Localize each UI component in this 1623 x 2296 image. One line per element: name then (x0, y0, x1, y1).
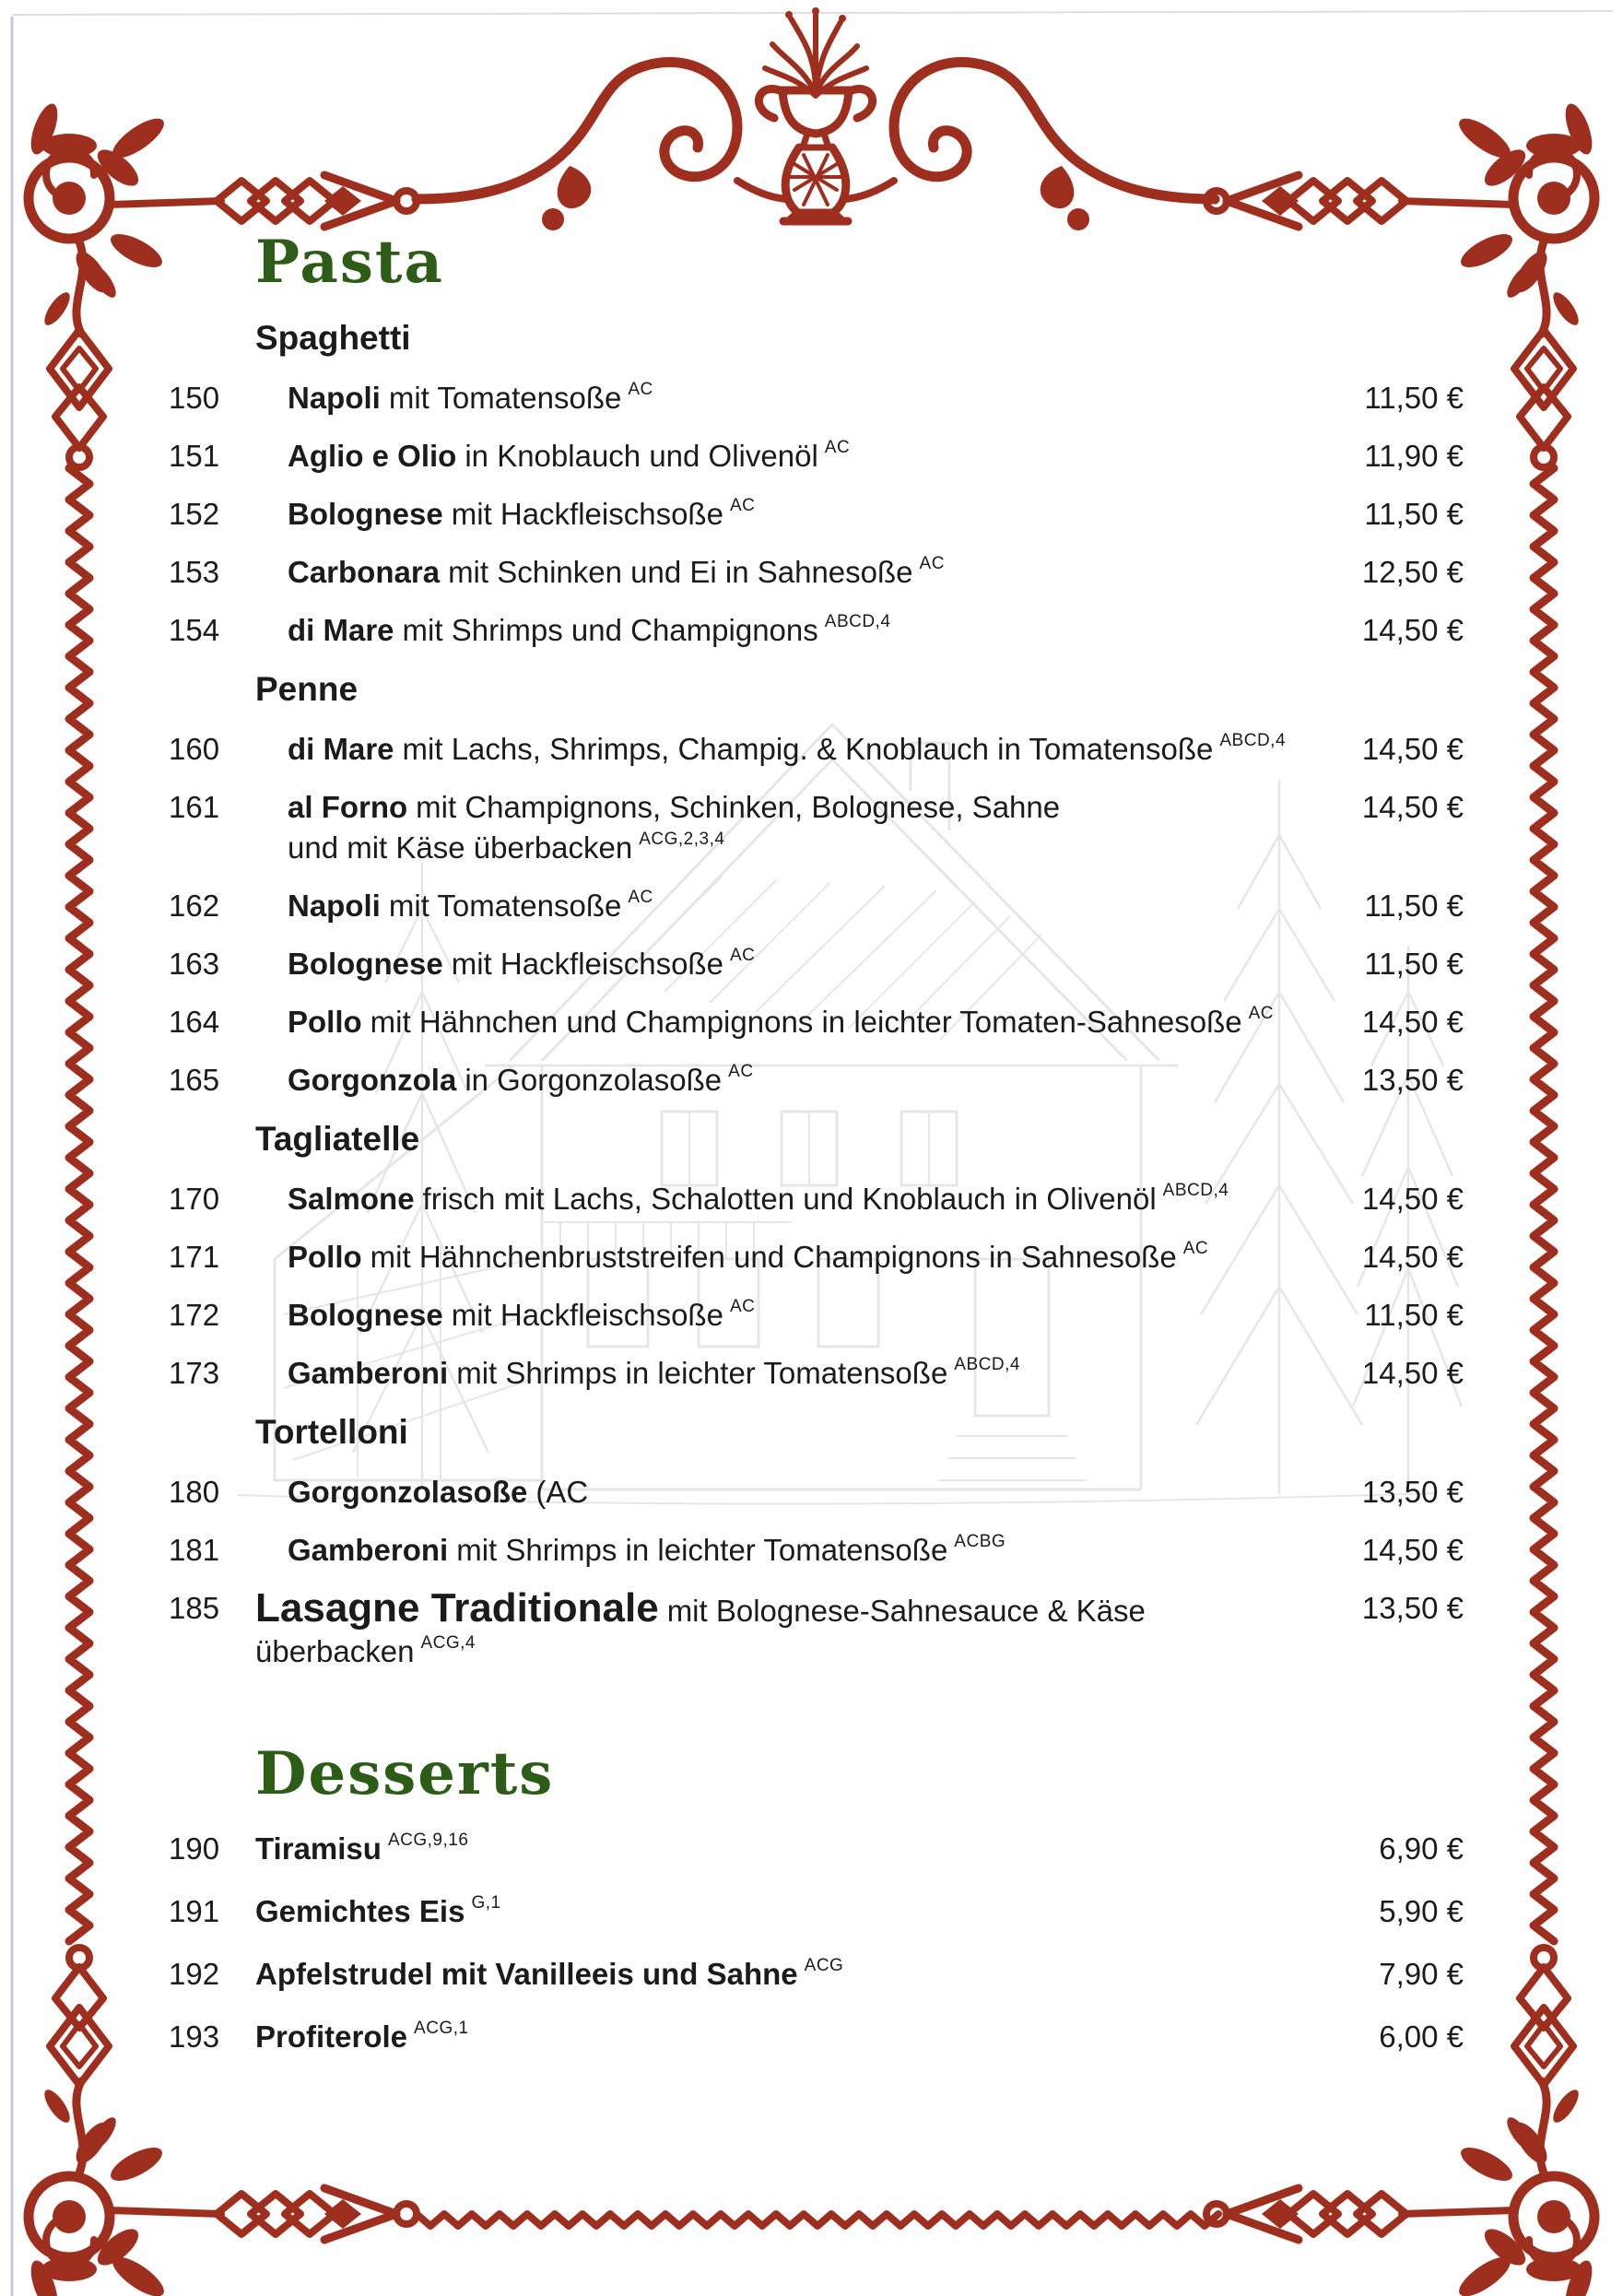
item-description: in Gorgonzolasoße (465, 1063, 723, 1097)
item-number: 191 (169, 1894, 220, 1928)
pasta-title: Pasta (255, 228, 444, 297)
pasta-section (169, 229, 1464, 1672)
menu-group-header: Tagliatelle (255, 1120, 420, 1158)
item-text-line1 (288, 555, 945, 589)
item-number: 192 (169, 1957, 220, 1991)
item-name: Gamberoni (288, 1356, 449, 1390)
item-number: 171 (169, 1240, 220, 1274)
item-text-line1 (288, 1298, 755, 1332)
item-name: Carbonara (288, 555, 441, 589)
item-text (255, 729, 1325, 770)
item-text-line1 (288, 1475, 588, 1509)
item-text-line1 (288, 439, 850, 473)
item-number: 152 (169, 497, 220, 531)
item-text-line1 (288, 732, 1286, 766)
item-text-line1 (288, 889, 653, 923)
top-center-ornament (417, 7, 1215, 230)
menu-item-row (169, 610, 1464, 651)
item-description: mit Shrimps in leichter Tomatensoße (456, 1356, 948, 1390)
item-name: Gorgonzola (288, 1063, 457, 1097)
item-number: 190 (169, 1831, 220, 1866)
item-description: mit Lachs, Shrimps, Champig. & Knoblauch in Tomatensoße (402, 732, 1214, 766)
item-allergens: ABCD,4 (824, 612, 891, 631)
item-name: Gemichtes Eis (255, 1894, 465, 1928)
item-number: 165 (169, 1063, 220, 1097)
item-text (255, 1002, 1325, 1042)
item-number: 151 (169, 439, 220, 473)
item-name: di Mare (288, 613, 394, 647)
item-name: Napoli (288, 889, 381, 923)
item-description: mit Bolognese-Sahnesauce & Käse überbacken (255, 1594, 1146, 1668)
item-text-line2: und mit Käse überbacken $^{ACG,2,3,4}$ (288, 830, 725, 865)
item-text (255, 1891, 1325, 1932)
item-allergens: ACG,2,3,4 (639, 830, 725, 849)
item-price: 6,90 € (1379, 1831, 1464, 1866)
item-text-line1 (288, 497, 755, 531)
item-number: 153 (169, 555, 220, 589)
right-zigzag-border (1534, 468, 1554, 1941)
item-number: 180 (169, 1475, 220, 1509)
item-description: in Knoblauch und Olivenöl (465, 439, 818, 473)
item-name: Aglio e Olio (288, 439, 457, 473)
item-text-line1 (288, 613, 890, 647)
item-number: 172 (169, 1298, 220, 1332)
item-name: Pollo (288, 1240, 362, 1274)
item-text-line1 (255, 1957, 843, 1991)
menu-item-row (169, 494, 1464, 535)
item-text-line1 (288, 1005, 1274, 1039)
item-description: mit Champignons, Schinken, Bolognese, Sahne (416, 790, 1061, 824)
item-name: Gorgonzolasoße (288, 1475, 528, 1509)
item-name: di Mare (288, 732, 394, 766)
menu-item-row (169, 729, 1464, 770)
item-text-line1 (288, 1182, 1229, 1216)
item-description: mit Schinken und Ei in Sahnesoße (448, 555, 913, 589)
item-price: 14,50 € (1361, 1240, 1464, 1274)
menu-item-row (169, 944, 1464, 984)
item-price: 11,50 € (1364, 497, 1464, 531)
item-allergens: AC (728, 1062, 754, 1081)
menu-item-row (169, 1829, 1464, 1869)
item-text (255, 1585, 1325, 1672)
item-text (255, 1353, 1325, 1394)
item-price: 11,50 € (1364, 381, 1464, 415)
item-number: 170 (169, 1182, 220, 1216)
item-text (255, 944, 1325, 984)
item-allergens: ACBG (954, 1532, 1006, 1551)
item-allergens: ABCD,4 (954, 1355, 1020, 1374)
item-price: 11,50 € (1364, 889, 1464, 923)
item-text-line1 (288, 790, 1060, 824)
item-text (255, 1530, 1325, 1571)
item-allergens: AC (1182, 1239, 1209, 1258)
menu-item-row (169, 552, 1464, 593)
item-allergens: AC (919, 554, 945, 573)
item-price: 7,90 € (1379, 1957, 1464, 1991)
item-allergens: AC (628, 380, 653, 399)
item-price: 5,90 € (1379, 1894, 1464, 1928)
item-text (255, 1295, 1325, 1336)
item-text (255, 378, 1325, 418)
item-number: 160 (169, 732, 220, 766)
item-description: mit Shrimps und Champignons (402, 613, 818, 647)
item-allergens: ACG,1 (414, 2019, 469, 2038)
item-price: 14,50 € (1361, 1005, 1464, 1039)
item-name: Bolognese (288, 1298, 443, 1332)
menu-item-row (169, 2017, 1464, 2057)
item-name: Napoli (288, 381, 381, 415)
item-text-line1 (255, 1585, 1146, 1668)
item-text (255, 552, 1325, 593)
item-number: 185 (169, 1591, 220, 1625)
item-allergens: ACG,9,16 (387, 1831, 469, 1850)
menu-content (169, 229, 1464, 2079)
item-allergens: AC (1248, 1004, 1275, 1023)
item-price: 13,50 € (1361, 1475, 1464, 1509)
menu-group (169, 317, 1464, 651)
item-allergens: ABCD,4 (1162, 1181, 1229, 1200)
item-price: 11,50 € (1364, 1298, 1464, 1332)
item-description: mit Hackfleischsoße (451, 947, 723, 981)
menu-item-row (169, 787, 1464, 868)
item-description: mit Hähnchen und Champignons in leichter Tomaten-Sahnesoße (370, 1005, 1242, 1039)
menu-group-header: Penne (255, 670, 359, 708)
dessert-items (169, 1829, 1464, 2057)
item-name: Lasagne Traditionale (255, 1585, 659, 1631)
bottom-zigzag-border (417, 2214, 1218, 2226)
left-zigzag-border (69, 468, 89, 1941)
item-name: Pollo (288, 1005, 362, 1039)
item-number: 162 (169, 889, 220, 923)
item-price: 14,50 € (1361, 790, 1464, 824)
item-allergens: AC (729, 946, 756, 965)
item-text (255, 1179, 1325, 1219)
item-allergens: AC (729, 496, 756, 515)
item-price: 14,50 € (1361, 1182, 1464, 1216)
item-text (255, 1954, 1325, 1995)
item-allergens: ACG (804, 1956, 844, 1975)
item-number: 193 (169, 2019, 220, 2054)
item-price: 13,50 € (1361, 1591, 1464, 1625)
item-number: 163 (169, 947, 220, 981)
item-price: 11,50 € (1364, 947, 1464, 981)
item-text (255, 1472, 1325, 1513)
item-text (255, 2017, 1325, 2057)
lasagne-special-slot (169, 1585, 1464, 1672)
menu-item-row (169, 1179, 1464, 1219)
item-description: (AC (535, 1475, 589, 1509)
menu-item-row (169, 1472, 1464, 1513)
item-number: 164 (169, 1005, 220, 1039)
item-name: al Forno (288, 790, 408, 824)
item-allergens: AC (628, 888, 653, 907)
item-text-line1 (255, 1831, 468, 1866)
item-allergens: ACG,4 (420, 1633, 476, 1653)
item-name: Salmone (288, 1182, 415, 1216)
menu-item-row (169, 1237, 1464, 1278)
menu-group-items (169, 378, 1464, 651)
item-number: 154 (169, 613, 220, 647)
menu-item-row (169, 1295, 1464, 1336)
item-text (255, 494, 1325, 535)
desserts-title: Desserts (255, 1739, 555, 1808)
menu-group-items (169, 1472, 1464, 1571)
item-description: mit Shrimps in leichter Tomatensoße (456, 1533, 948, 1567)
item-text (255, 886, 1325, 926)
item-text-line1 (255, 2019, 469, 2054)
item-number: 181 (169, 1533, 220, 1567)
item-allergens: G,1 (471, 1893, 501, 1913)
menu-item-row (169, 1585, 1464, 1672)
menu-item-row (169, 886, 1464, 926)
item-price: 14,50 € (1361, 1533, 1464, 1567)
item-text-line1 (288, 947, 755, 981)
menu-group-items (169, 1179, 1464, 1394)
item-text-line1 (288, 1240, 1208, 1274)
item-number: 161 (169, 790, 220, 824)
pasta-groups (169, 317, 1464, 1571)
item-name: Bolognese (288, 497, 443, 531)
menu-item-row (169, 378, 1464, 418)
item-allergens: AC (824, 438, 851, 457)
item-name: Gamberoni (288, 1533, 449, 1567)
item-text (255, 1829, 1325, 1869)
item-description: frisch mit Lachs, Schalotten und Knoblauch in Olivenöl (422, 1182, 1157, 1216)
desserts-section (169, 1740, 1464, 2057)
item-price: 14,50 € (1361, 1356, 1464, 1390)
menu-item-row (169, 1353, 1464, 1394)
item-description: mit Hackfleischsoße (451, 497, 723, 531)
item-text-line1 (288, 1533, 1006, 1567)
item-description: mit Hähnchenbruststreifen und Champignons in Sahnesoße (370, 1240, 1177, 1274)
item-price: 14,50 € (1361, 613, 1464, 647)
menu-item-row (169, 1060, 1464, 1101)
item-description: mit Tomatensoße (388, 889, 622, 923)
item-price: 6,00 € (1379, 2019, 1464, 2054)
menu-item-row (169, 1954, 1464, 1995)
menu-group (169, 668, 1464, 1101)
menu-group (169, 1118, 1464, 1394)
item-price: 14,50 € (1361, 732, 1464, 766)
vase-ornament (759, 7, 872, 221)
menu-item-row (169, 436, 1464, 477)
item-description: mit Hackfleischsoße (451, 1298, 723, 1332)
item-text-line1 (288, 1356, 1020, 1390)
menu-item-row (169, 1530, 1464, 1571)
item-number: 150 (169, 381, 220, 415)
item-text (255, 610, 1325, 651)
menu-group-header: Tortelloni (255, 1413, 408, 1451)
item-text (255, 1237, 1325, 1278)
item-number: 173 (169, 1356, 220, 1390)
menu-item-row (169, 1002, 1464, 1042)
item-description: mit Tomatensoße (388, 381, 622, 415)
item-text-line1 (288, 381, 653, 415)
item-text-line1 (255, 1894, 501, 1928)
item-name: Profiterole (255, 2019, 408, 2054)
item-text (255, 787, 1325, 868)
item-text (255, 436, 1325, 477)
item-allergens: ABCD,4 (1219, 731, 1287, 750)
menu-group (169, 1411, 1464, 1571)
menu-group-header: Spaghetti (255, 319, 411, 357)
item-price: 13,50 € (1361, 1063, 1464, 1097)
item-text-line1 (288, 1063, 754, 1097)
item-name: Apfelstrudel mit Vanilleeis und Sahne (255, 1957, 798, 1991)
item-name: Tiramisu (255, 1831, 382, 1866)
item-price: 12,50 € (1361, 555, 1464, 589)
menu-item-row (169, 1891, 1464, 1932)
menu-group-items (169, 729, 1464, 1101)
item-allergens: AC (729, 1297, 756, 1316)
item-name: Bolognese (288, 947, 443, 981)
item-text (255, 1060, 1325, 1101)
item-price: 11,90 € (1364, 439, 1464, 473)
